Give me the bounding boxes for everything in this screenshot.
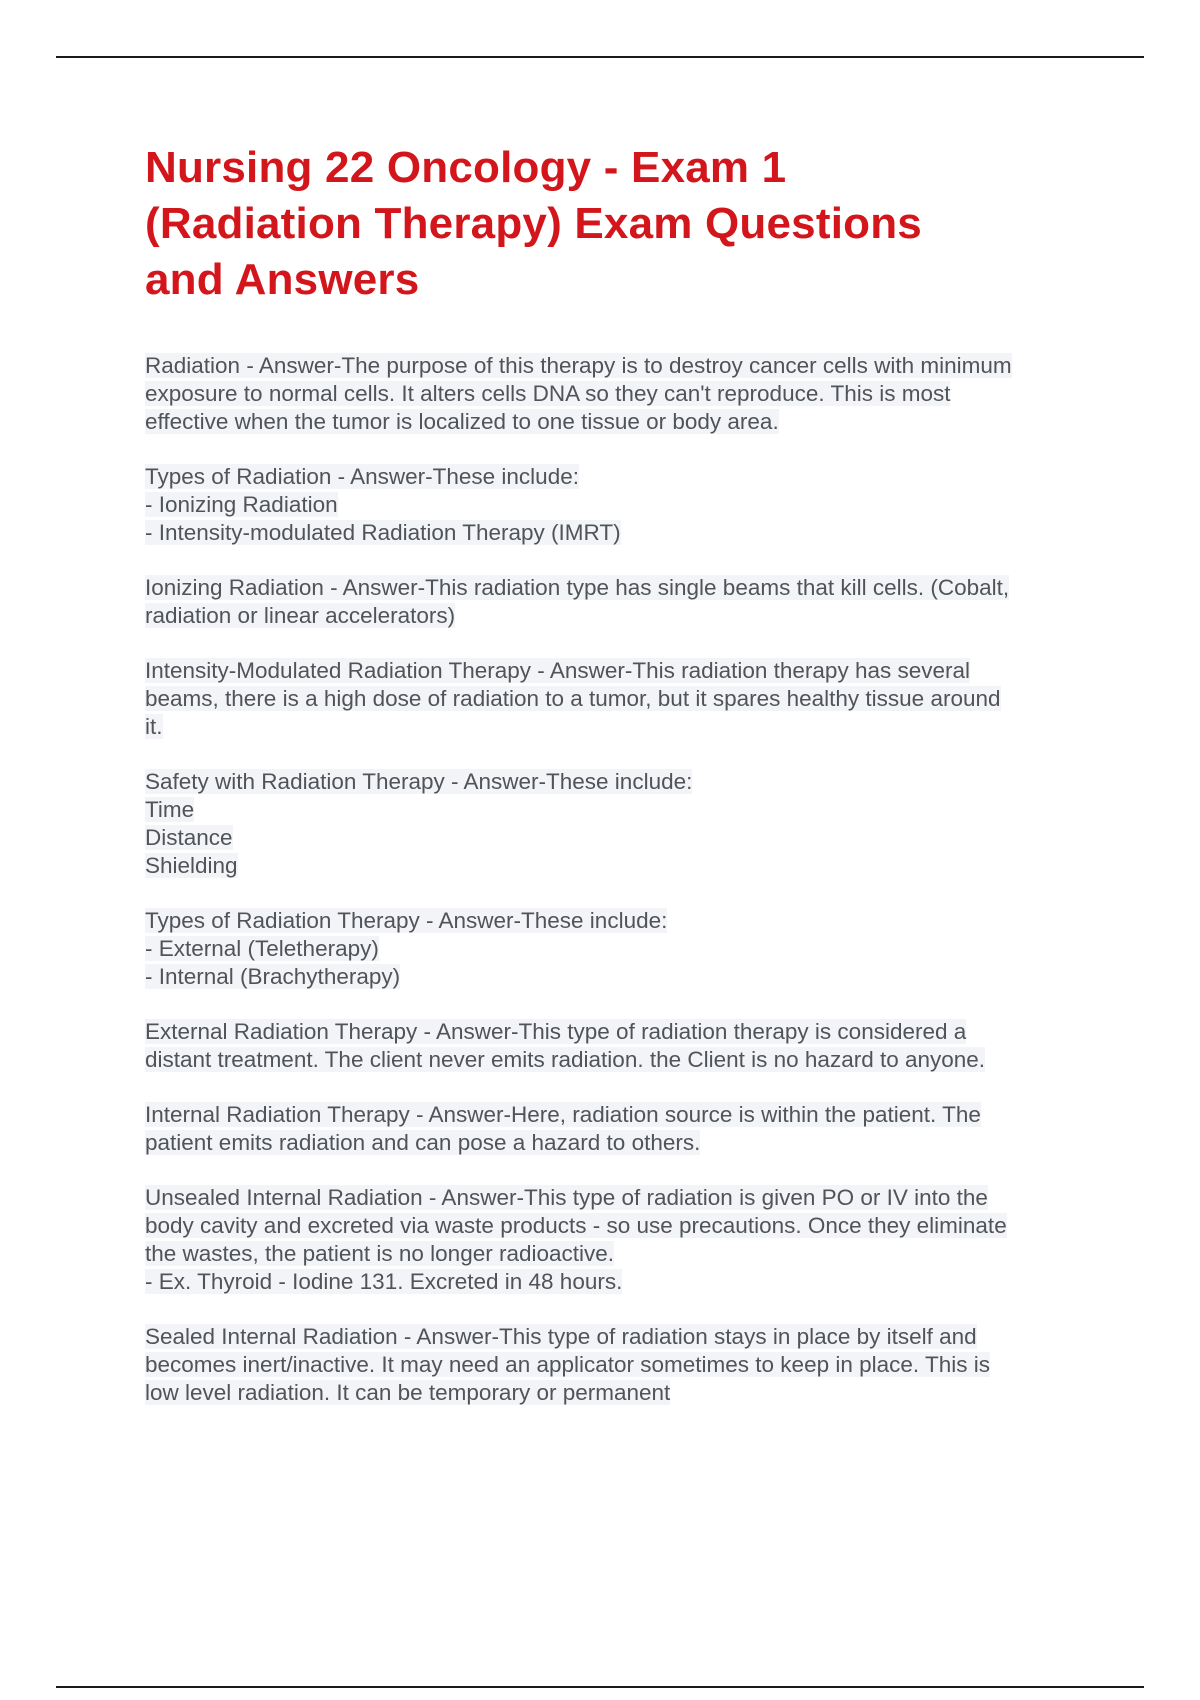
qa-line <box>145 963 1105 991</box>
qa-line <box>145 796 1105 824</box>
qa-line <box>145 602 1105 630</box>
qa-line <box>145 408 1105 436</box>
qa-entry <box>145 907 1105 991</box>
qa-line <box>145 380 1105 408</box>
qa-entry <box>145 352 1105 436</box>
qa-line <box>145 935 1105 963</box>
qa-line <box>145 1018 1105 1046</box>
qa-line <box>145 1379 1105 1407</box>
qa-list <box>145 352 1105 1407</box>
qa-line-text: Types of Radiation Therapy - Answer-These include: <box>145 908 668 933</box>
qa-entry <box>145 657 1105 741</box>
qa-entry <box>145 574 1105 630</box>
qa-line <box>145 1101 1105 1129</box>
qa-line <box>145 685 1105 713</box>
qa-line-text: External Radiation Therapy - Answer-This type of radiation therapy is considered a <box>145 1019 967 1044</box>
qa-line-text: Shielding <box>145 853 238 878</box>
qa-line-text: Ionizing Radiation - Answer-This radiation type has single beams that kill cells. (Cobalt, <box>145 575 1010 600</box>
qa-line-text: beams, there is a high dose of radiation to a tumor, but it spares healthy tissue around <box>145 686 1001 711</box>
qa-line <box>145 463 1105 491</box>
qa-line <box>145 491 1105 519</box>
title-line: (Radiation Therapy) Exam Questions <box>145 199 922 248</box>
qa-line <box>145 713 1105 741</box>
qa-entry <box>145 1018 1105 1074</box>
qa-line-text: becomes inert/inactive. It may need an applicator sometimes to keep in place. This is <box>145 1352 991 1377</box>
qa-line-text: Time <box>145 797 195 822</box>
qa-line-text: exposure to normal cells. It alters cells DNA so they can't reproduce. This is most <box>145 381 951 406</box>
qa-line-text: - Ex. Thyroid - Iodine 131. Excreted in 48 hours. <box>145 1269 623 1294</box>
qa-line-text: Sealed Internal Radiation - Answer-This type of radiation stays in place by itself and <box>145 1324 977 1349</box>
qa-line-text: it. <box>145 714 163 739</box>
qa-entry <box>145 1323 1105 1407</box>
qa-line-text: Internal Radiation Therapy - Answer-Here, radiation source is within the patient. The <box>145 1102 981 1127</box>
qa-line <box>145 1268 1105 1296</box>
qa-line-text: low level radiation. It can be temporary or permanent <box>145 1380 671 1405</box>
qa-line <box>145 574 1105 602</box>
qa-line-text: effective when the tumor is localized to one tissue or body area. <box>145 409 779 434</box>
qa-line-text: Types of Radiation - Answer-These include: <box>145 464 579 489</box>
qa-line <box>145 907 1105 935</box>
qa-line-text: - Intensity-modulated Radiation Therapy (IMRT) <box>145 520 621 545</box>
qa-line <box>145 1323 1105 1351</box>
qa-entry <box>145 768 1105 880</box>
qa-line-text: Intensity-Modulated Radiation Therapy - Answer-This radiation therapy has several <box>145 658 971 683</box>
title-line: Nursing 22 Oncology - Exam 1 <box>145 143 787 192</box>
qa-entry <box>145 1101 1105 1157</box>
qa-line <box>145 768 1105 796</box>
bottom-rule <box>56 1686 1144 1688</box>
qa-line-text: - External (Teletherapy) <box>145 936 379 961</box>
qa-line-text: Unsealed Internal Radiation - Answer-This type of radiation is given PO or IV into the <box>145 1185 988 1210</box>
qa-line <box>145 519 1105 547</box>
qa-line <box>145 352 1105 380</box>
document-title <box>145 140 1105 308</box>
qa-entry <box>145 463 1105 547</box>
title-line: and Answers <box>145 255 420 304</box>
qa-line-text: patient emits radiation and can pose a hazard to others. <box>145 1130 701 1155</box>
qa-line <box>145 852 1105 880</box>
qa-line-text: - Internal (Brachytherapy) <box>145 964 401 989</box>
top-rule <box>56 56 1144 58</box>
qa-line-text: body cavity and excreted via waste products - so use precautions. Once they eliminate <box>145 1213 1007 1238</box>
qa-line-text: Distance <box>145 825 233 850</box>
qa-line <box>145 1212 1105 1240</box>
qa-line <box>145 1129 1105 1157</box>
qa-line-text: distant treatment. The client never emits radiation. the Client is no hazard to anyone. <box>145 1047 986 1072</box>
qa-line <box>145 824 1105 852</box>
qa-line <box>145 1351 1105 1379</box>
qa-line-text: radiation or linear accelerators) <box>145 603 456 628</box>
qa-line-text: Radiation - Answer-The purpose of this therapy is to destroy cancer cells with minimum <box>145 353 1012 378</box>
qa-line-text: Safety with Radiation Therapy - Answer-These include: <box>145 769 693 794</box>
qa-line <box>145 1184 1105 1212</box>
qa-line <box>145 1240 1105 1268</box>
qa-line <box>145 657 1105 685</box>
qa-entry <box>145 1184 1105 1296</box>
qa-line-text: the wastes, the patient is no longer radioactive. <box>145 1241 615 1266</box>
qa-line-text: - Ionizing Radiation <box>145 492 338 517</box>
qa-line <box>145 1046 1105 1074</box>
document-body <box>145 140 1105 1434</box>
